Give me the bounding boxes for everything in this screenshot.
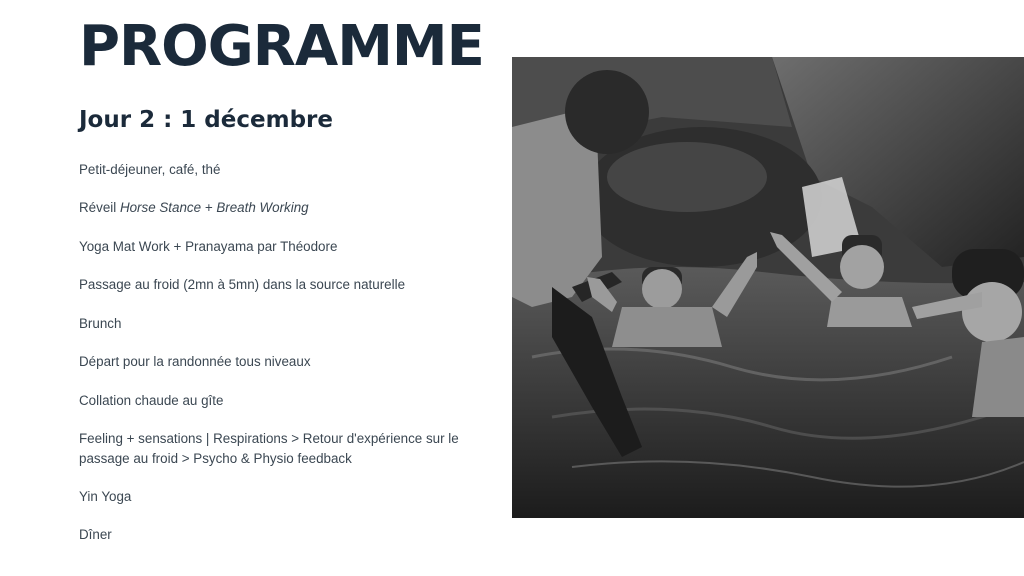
- schedule-item: Brunch: [79, 316, 122, 331]
- schedule-item: Yin Yoga: [79, 489, 132, 504]
- schedule-item: Passage au froid (2mn à 5mn) dans la source naturelle: [79, 277, 406, 292]
- page-title: PROGRAMME: [79, 14, 484, 79]
- man-head: [565, 70, 649, 154]
- schedule-item: Yoga Mat Work + Pranayama par Théodore: [79, 239, 338, 254]
- woman3-head: [962, 282, 1022, 342]
- woman2-head: [840, 245, 884, 289]
- photo-illustration: [512, 57, 1024, 518]
- schedule-item-italic: Horse Stance + Breath Working: [119, 200, 309, 215]
- woman1-head: [642, 269, 682, 309]
- schedule-item: Dîner: [79, 527, 112, 542]
- day-subtitle: Jour 2 : 1 décembre: [79, 107, 333, 133]
- woman1-torso: [612, 307, 722, 347]
- schedule-item: Collation chaude au gîte: [79, 393, 224, 408]
- schedule-item: Petit-déjeuner, café, thé: [79, 162, 221, 177]
- schedule-item: Départ pour la randonnée tous niveaux: [79, 354, 311, 369]
- woman2-torso: [827, 297, 912, 327]
- cold-water-photo: [512, 57, 1024, 518]
- schedule-item: [79, 198, 504, 218]
- schedule-item: Feeling + sensations | Respirations > Retour d'expérience sur le passage au froid > Psycho & Physio feedback: [79, 431, 459, 466]
- schedule-item-prefix: Réveil: [79, 200, 120, 215]
